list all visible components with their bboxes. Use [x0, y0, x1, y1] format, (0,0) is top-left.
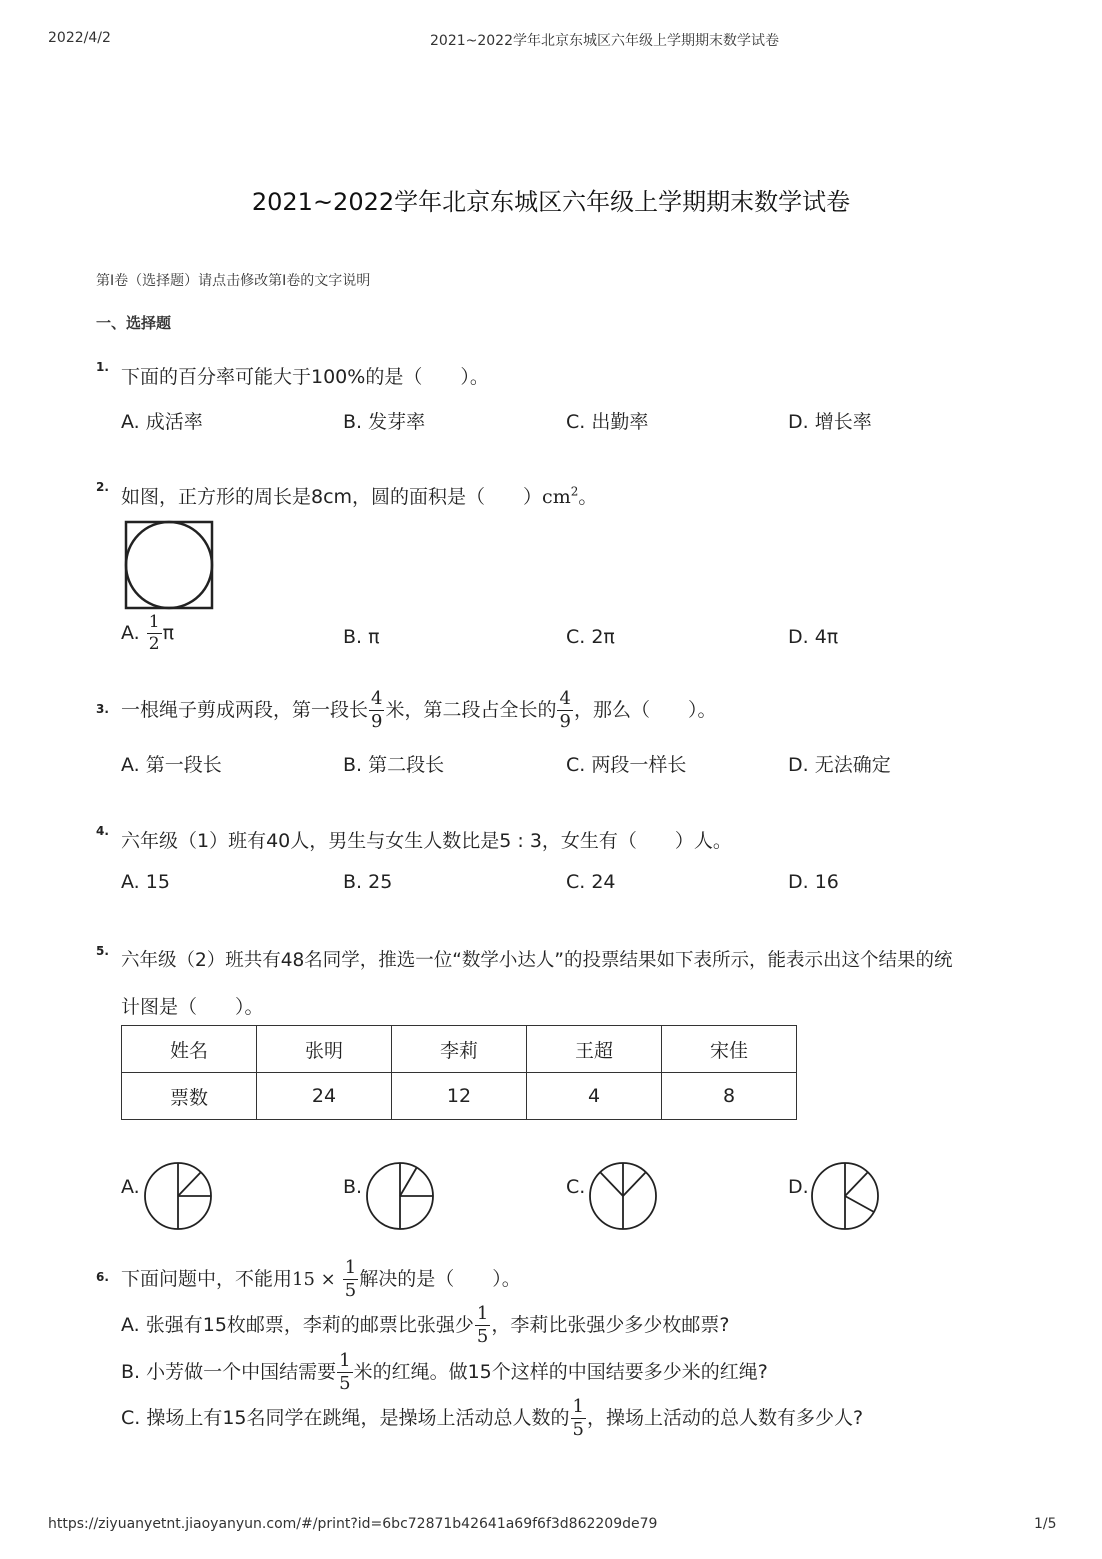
option-c[interactable]: C. 2π — [566, 626, 615, 648]
question-text: 下面的百分率可能大于100%的是（ ）。 — [121, 366, 489, 388]
option-c-pie[interactable] — [588, 1161, 660, 1233]
table-cell: 王超 — [527, 1026, 662, 1073]
option-d[interactable]: D. 16 — [788, 871, 839, 893]
question-number: 5. — [96, 944, 109, 958]
question-number: 2. — [96, 480, 109, 494]
table-header-row — [122, 1026, 797, 1073]
question-text: 六年级（1）班有40人，男生与女生人数比是5 : 3，女生有（ ）人。 — [121, 830, 732, 852]
option-b-pie[interactable] — [365, 1161, 437, 1233]
question-text-cont: 计图是（ ）。 — [121, 996, 264, 1018]
question-number: 1. — [96, 360, 109, 374]
table-cell: 12 — [392, 1073, 527, 1120]
table-cell: 宋佳 — [662, 1026, 797, 1073]
option-c[interactable]: C. 两段一样长 — [566, 754, 687, 776]
option-b[interactable]: B. 发芽率 — [343, 411, 426, 433]
table-cell: 票数 — [122, 1073, 257, 1120]
table-cell: 4 — [527, 1073, 662, 1120]
question-number: 3. — [96, 702, 109, 716]
square-circle-figure — [120, 518, 220, 614]
part-note: 第Ⅰ卷（选择题）请点击修改第Ⅰ卷的文字说明 — [96, 273, 371, 289]
circle-shape — [126, 522, 212, 608]
question-number: 6. — [96, 1270, 109, 1284]
option-b[interactable]: B. 小芳做一个中国结需要 $\frac{1}{5}$ 米的红绳。做15个这样的中国结要多少米的红绳? — [121, 1350, 768, 1394]
option-a[interactable]: A. 张强有15枚邮票，李莉的邮票比张强少 $\frac{1}{5}$ ，李莉比张强少多少枚邮票? — [121, 1303, 730, 1347]
option-d-pie[interactable] — [810, 1161, 882, 1233]
page-title: 2021~2022学年北京东城区六年级上学期期末数学试卷 — [251, 188, 851, 216]
option-b[interactable]: B. 25 — [343, 871, 393, 893]
option-c[interactable]: C. 操场上有15名同学在跳绳，是操场上活动总人数的 $\frac{1}{5}$ ，操场上活动的总人数有多少人? — [121, 1396, 864, 1440]
question-text: 六年级（2）班共有48名同学，推选一位“数学小达人”的投票结果如下表所示，能表示出这个结果的统 — [121, 950, 953, 971]
table-cell: 张明 — [257, 1026, 392, 1073]
option-b[interactable]: B. π — [343, 626, 380, 648]
table-cell: 李莉 — [392, 1026, 527, 1073]
option-d[interactable]: D. 4π — [788, 626, 839, 648]
footer-url[interactable]: https://ziyuanyetnt.jiaoyanyun.com/#/print?id=6bc72871b42641a69f6f3d862209de79 — [48, 1516, 658, 1532]
header-date: 2022/4/2 — [48, 30, 111, 46]
option-a[interactable]: A. $\frac{1}{2}$ π — [121, 612, 175, 654]
option-a-label[interactable]: A. — [121, 1176, 140, 1198]
option-d[interactable]: D. 增长率 — [788, 411, 872, 433]
header-title: 2021~2022学年北京东城区六年级上学期期末数学试卷 — [430, 33, 779, 49]
option-d-label[interactable]: D. — [788, 1176, 809, 1198]
option-c-label[interactable]: C. — [566, 1176, 586, 1198]
table-cell: 24 — [257, 1073, 392, 1120]
table-cell: 姓名 — [122, 1026, 257, 1073]
option-d[interactable]: D. 无法确定 — [788, 754, 891, 776]
option-a[interactable]: A. 15 — [121, 871, 170, 893]
table-cell: 8 — [662, 1073, 797, 1120]
option-c[interactable]: C. 出勤率 — [566, 411, 649, 433]
section-title: 一、选择题 — [96, 314, 172, 332]
option-b[interactable]: B. 第二段长 — [343, 754, 445, 776]
vote-table — [121, 1025, 797, 1120]
question-text: 一根绳子剪成两段，第一段长 $\frac{4}{9}$ 米，第二段占全长的 $\frac{4}{9}$ ，那么（ ）。 — [121, 688, 717, 732]
option-a[interactable]: A. 第一段长 — [121, 754, 222, 776]
question-number: 4. — [96, 824, 109, 838]
question-text: 如图，正方形的周长是8cm，圆的面积是（ ）$cm^2$。 — [121, 484, 598, 508]
option-b-label[interactable]: B. — [343, 1176, 363, 1198]
option-a[interactable]: A. 成活率 — [121, 411, 203, 433]
option-a-pie[interactable] — [143, 1161, 215, 1233]
option-c[interactable]: C. 24 — [566, 871, 616, 893]
page-number: 1/5 — [1034, 1516, 1057, 1532]
question-text: 下面问题中，不能用15 × $\frac{1}{5}$ 解决的是（ ）。 — [121, 1257, 521, 1301]
table-row — [122, 1073, 797, 1120]
